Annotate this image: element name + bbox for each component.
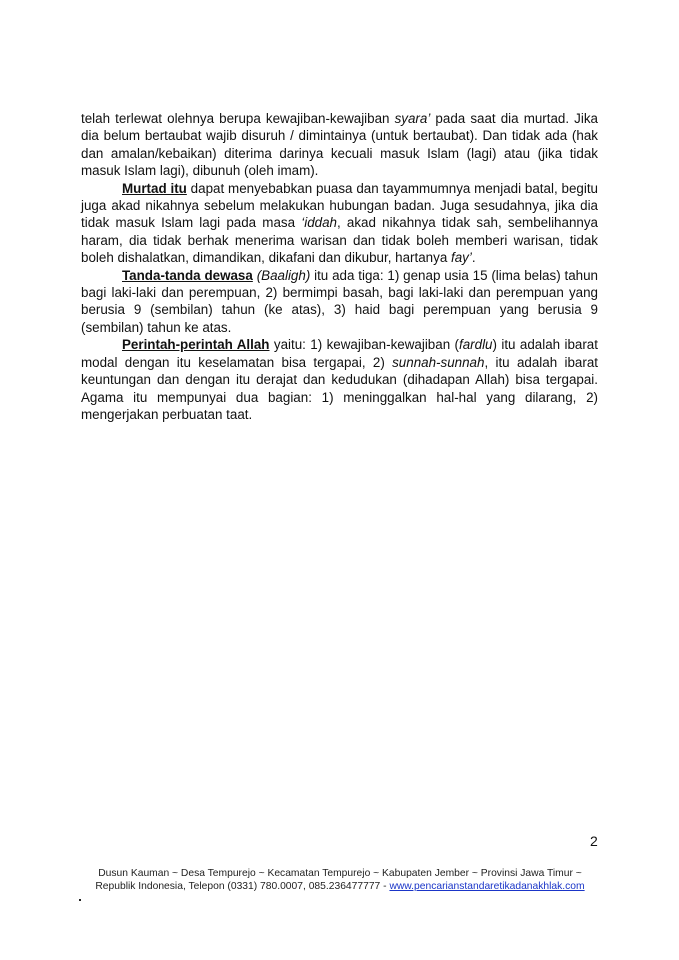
italic-term: syara’ [394,111,431,126]
section-term: Murtad itu [122,180,187,196]
italic-term: sunnah-sunnah [392,354,485,370]
text-run: , akad nikahnya tidak sah, sembelihannya haram, dia tidak berhak menerima warisan dan tidak boleh memberi warisan, tidak boleh dishalatkan, dimandikan, dikafani dan dikubur, hartanya [81,215,598,266]
body-text [81,110,598,423]
paragraph [81,180,598,267]
text-run: ) itu adalah ibarat modal dengan itu keselamatan bisa tergapai, 2) [81,337,598,370]
italic-term: fardlu [459,337,493,353]
page-number: 2 [590,833,598,849]
section-term: Tanda-tanda dewasa [122,267,253,283]
text-run: pada saat dia murtad. Jika dia belum bertaubat wajib disuruh / dimintainya (untuk bertaubat). Dan tidak ada (hak dan amalan/kebaikan) diterima darinya kecuali masuk Islam (lagi) atau (jika tidak masuk Islam lagi), dibunuh (oleh imam). [81,111,598,179]
footer-contact-text: Republik Indonesia, Telepon (0331) 780.0007, 085.236477777 - [95,881,390,892]
italic-term: ‘iddah [301,215,337,231]
text-run: itu ada tiga: 1) genap usia 15 (lima belas) tahun bagi laki-laki dan perempuan, 2) bermimpi basah, bagi laki-laki dan perempuan yang berusia 9 (sembilan) tahun (ke atas), 3) haid bagi perempuan yang berusia 9 (sembilan) tahun ke atas. [81,267,599,335]
paragraph [81,336,598,423]
paragraph [81,110,598,180]
italic-term: (Baaligh) [256,267,311,283]
stray-dot [79,899,81,901]
text-run: telah terlewat olehnya berupa kewajiban-kewajiban [81,111,395,126]
footer-address: Dusun Kauman ~ Desa Tempurejo ~ Kecamatan Tempurejo ~ Kabupaten Jember ~ Provinsi Jawa Timur ~ [98,868,582,879]
text-run: dapat menyebabkan puasa dan tayammumnya menjadi batal, begitu juga akad nikahnya sebelum melakukan hubungan badan. Juga sesudahnya, jika dia tidak masuk Islam lagi pada masa [81,180,598,231]
section-term: Perintah-perintah Allah [122,337,270,353]
footer-contact [70,880,610,893]
text-run: yaitu: 1) kewajiban-kewajiban ( [269,337,459,353]
footer [70,867,610,893]
paragraph [81,267,598,337]
text-run: , itu adalah ibarat keuntungan dan dengan itu derajat dan kedudukan (dihadapan Allah) bisa tergapai. Agama itu mempunyai dua bagian: 1) meninggalkan hal-hal yang dilarang, 2) mengerjakan perbuatan taat. [81,354,598,422]
text-run: . [471,250,476,266]
italic-term: fay’ [450,250,472,266]
website-link[interactable]: www.pencarianstandaretikadanakhlak.com [389,881,585,892]
